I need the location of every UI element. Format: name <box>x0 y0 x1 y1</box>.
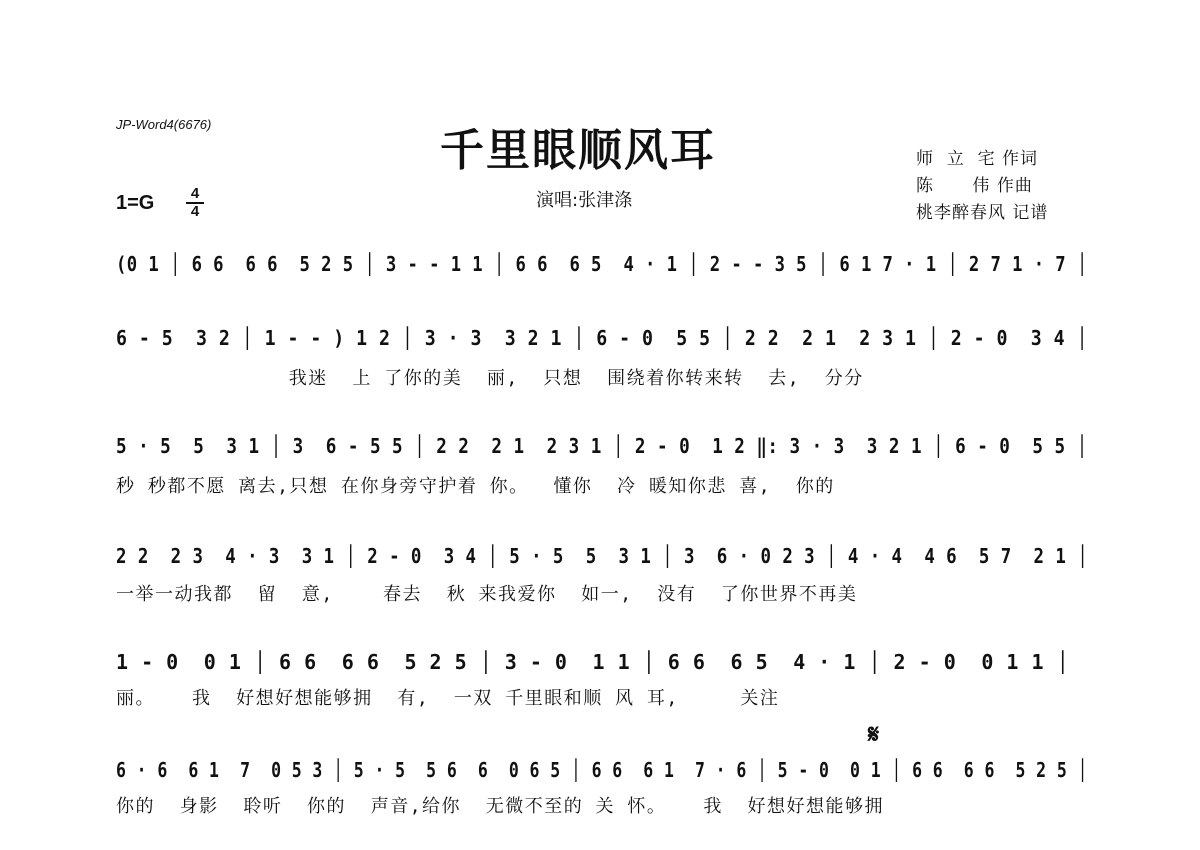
composer-credit: 陈 伟 作曲 <box>916 176 1033 196</box>
notation-line: 2 2 2 3 4 · 3 3 1 │ 2 - 0 3 4 │ 5 · 5 5 3 1 │ 3 6 · 0 2 3 │ 4 · 4 4 6 5 7 2 1 │ <box>116 544 1089 568</box>
lyric-line: 秒 秒都不愿 离去,只想 在你身旁守护着 你。 懂你 冷 暖知你悲 喜, 你的 <box>116 476 835 497</box>
notation-line: (0 1 │ 6 6 6 6 5 2 5 │ 3 - - 1 1 │ 6 6 6 5 4 · 1 │ 2 - - 3 5 │ 6 1 7 · 1 │ 2 7 1 · 7 │ <box>116 252 1088 276</box>
notation-line: 6 · 6 6 1 7 0 5 3 │ 5 · 5 5 6 6 0 6 5 │ 6 6 6 1 7 · 6 │ 5 - 0 0 1 │ 6 6 6 6 5 2 5 │ <box>116 758 1088 782</box>
notation-line: 5 · 5 5 3 1 │ 3 6 - 5 5 │ 2 2 2 1 2 3 1 │ 2 - 0 1 2 ‖: 3 · 3 3 2 1 │ 6 - 0 5 5 │ <box>116 434 1088 458</box>
software-label: JP-Word4(6676) <box>116 117 212 132</box>
singer-credit: 演唱:张津涤 <box>536 190 633 211</box>
transcriber-credit: 桃李醉春风 记谱 <box>916 203 1049 223</box>
segno-sign: 𝄋 <box>868 720 880 750</box>
lyricist-credit: 师 立 宅 作词 <box>916 149 1039 169</box>
lyric-line: 我迷 上 了你的美 丽, 只想 围绕着你转来转 去, 分分 <box>116 368 864 389</box>
lyric-line: 一举一动我都 留 意, 春去 秋 来我爱你 如一, 没有 了你世界不再美 <box>116 584 858 605</box>
notation-line: 6 - 5 3 2 │ 1 - - ) 1 2 │ 3 · 3 3 2 1 │ 6 - 0 5 5 │ 2 2 2 1 2 3 1 │ 2 - 0 3 4 │ <box>116 326 1088 350</box>
notation-line: 1 - 0 0 1 │ 6 6 6 6 5 2 5 │ 3 - 0 1 1 │ 6 6 6 5 4 · 1 │ 2 - 0 0 1 1 │ <box>116 650 1070 674</box>
meter-top: 4 <box>186 186 204 204</box>
time-signature <box>186 186 204 219</box>
song-title: 千里眼顺风耳 <box>440 125 716 176</box>
key-signature: 1=G <box>116 192 155 214</box>
credits-block <box>916 146 1048 227</box>
lyric-line: 你的 身影 聆听 你的 声音,给你 无微不至的 关 怀。 我 好想好想能够拥 <box>116 796 885 817</box>
lyric-line: 丽。 我 好想好想能够拥 有, 一双 千里眼和顺 风 耳, 关注 <box>116 688 780 709</box>
meter-bottom: 4 <box>190 203 200 220</box>
